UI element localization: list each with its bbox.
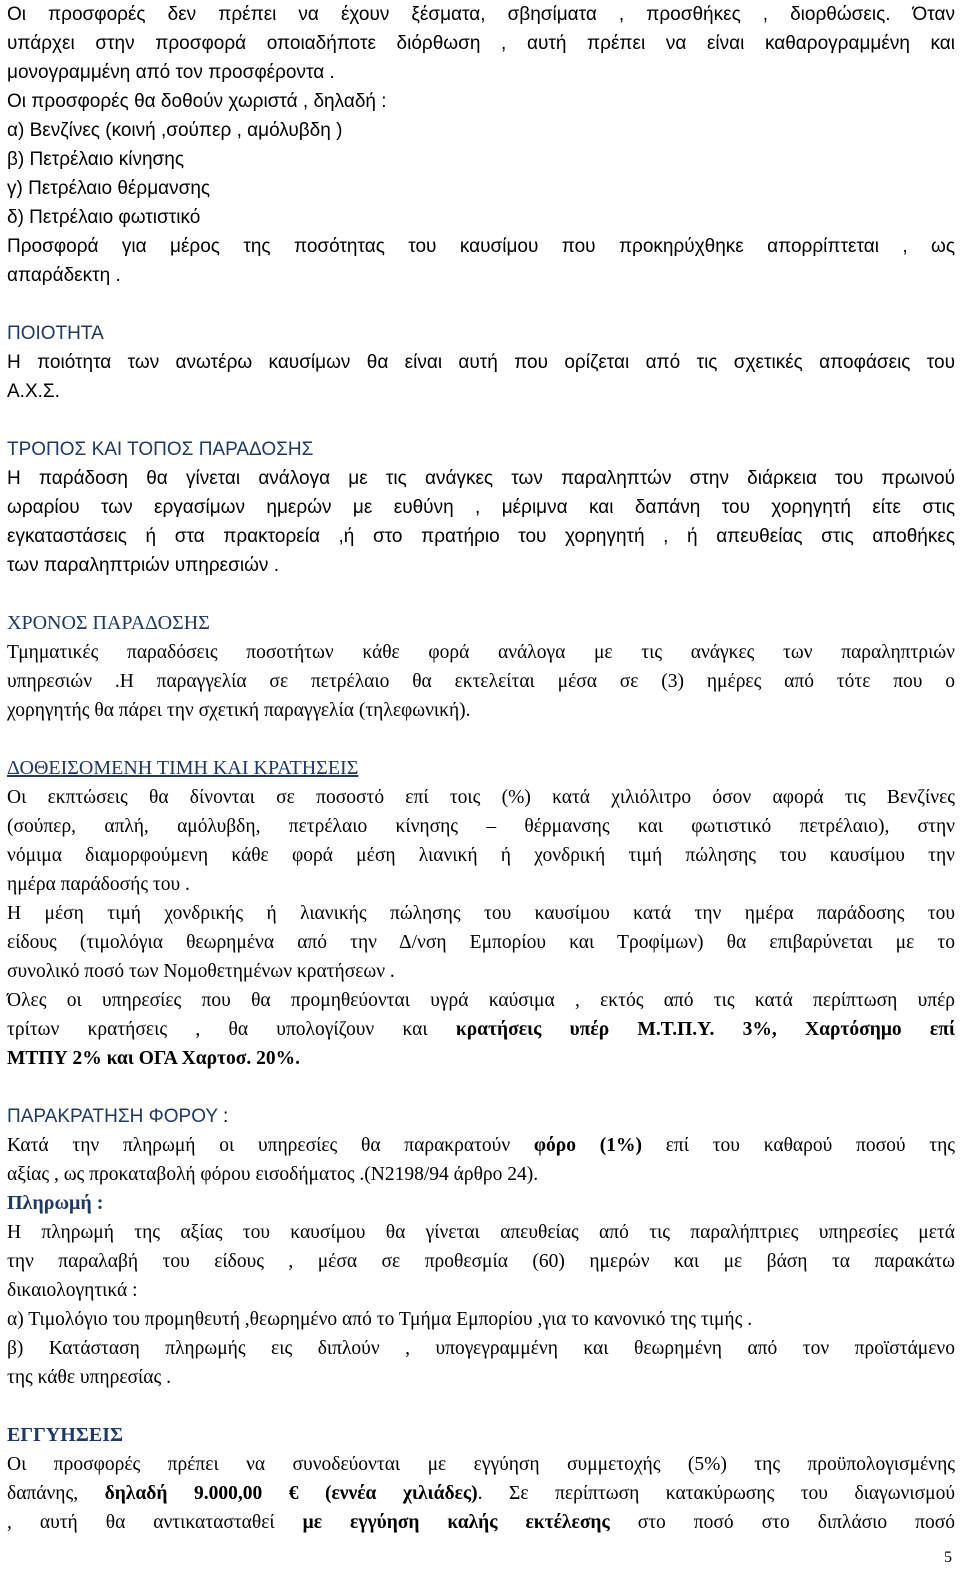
price-line-bold: κρατήσεις υπέρ Μ.Τ.Π.Υ. 3%, Χαρτόσημο επί	[455, 1019, 955, 1040]
delivery-time-line: Τμηματικές παραδόσεις ποσοτήτων κάθε φορά ανάλογα με τις ανάγκες των παραληπτριών	[7, 642, 955, 663]
guarantees-heading: ΕΓΓΥΗΣΕΙΣ	[7, 1424, 124, 1446]
intro-line: δ) Πετρέλαιο φωτιστικό	[7, 207, 201, 228]
payment-line: β) Κατάσταση πληρωμής εις διπλούν , υπογεγραμμένη και θεωρημένη από τον προϊστάμενο	[7, 1338, 955, 1359]
payment-line: την παραλαβή του είδους , μέσα σε προθεσμία (60) ημερών και με βάση τα παρακάτω	[7, 1251, 955, 1272]
document-page	[7, 0, 955, 1537]
price-line: (σούπερ, απλή, αμόλυβδη, πετρέλαιο κίνησης – θέρμανσης και φωτιστικό πετρέλαιο), στην	[7, 816, 955, 837]
delivery-method-line: Η παράδοση θα γίνεται ανάλογα με τις ανάγκες των παραληπτών στην διάρκεια του πρωινού	[7, 468, 955, 489]
delivery-method-section	[7, 435, 955, 580]
spacer	[7, 1392, 955, 1421]
delivery-time-section	[7, 609, 955, 725]
price-heading: ΔΟΘΕΙΣΟΜΕΝΗ ΤΙΜΗ ΚΑΙ ΚΡΑΤΗΣΕΙΣ	[7, 757, 359, 779]
tax-heading-row	[7, 1102, 955, 1131]
guarantees-line	[7, 1479, 955, 1508]
delivery-time-heading: ΧΡΟΝΟΣ ΠΑΡΑΔΟΣΗΣ	[7, 612, 210, 634]
intro-line: β) Πετρέλαιο κίνησης	[7, 149, 185, 170]
intro-line: μονογραμμένη από τον προσφέροντα .	[7, 62, 335, 83]
tax-heading: ΠΑΡΑΚΡΑΤΗΣΗ ΦΟΡΟΥ	[7, 1106, 218, 1127]
spacer	[7, 580, 955, 609]
quality-line: Η ποιότητα των ανωτέρω καυσίμων θα είναι αυτή που ορίζεται από τις σχετικές αποφάσεις του	[7, 352, 955, 373]
spacer	[7, 725, 955, 754]
payment-line: α) Τιμολόγιο του προμηθευτή ,θεωρημένο από το Τμήμα Εμπορίου ,για το κανονικό της τιμής .	[7, 1309, 753, 1330]
quality-section	[7, 319, 955, 406]
page-number: 5	[944, 1549, 952, 1566]
guarantees-line: Οι προσφορές πρέπει να συνοδεύονται με εγγύηση συμμετοχής (5%) της προϋπολογισμένης	[7, 1454, 955, 1475]
intro-line: απαράδεκτη .	[7, 265, 121, 286]
delivery-method-line: των παραληπτριών υπηρεσιών .	[7, 555, 279, 576]
intro-section	[7, 0, 955, 290]
intro-line: α) Βενζίνες (κοινή ,σούπερ , αμόλυβδη )	[7, 120, 343, 141]
delivery-method-heading: ΤΡΟΠΟΣ ΚΑΙ ΤΟΠΟΣ ΠΑΡΑΔΟΣΗΣ	[7, 439, 314, 460]
price-line: είδους (τιμολόγια θεωρημένα από την Δ/νση Εμπορίου και Τροφίμων) θα επιβαρύνεται με το	[7, 932, 955, 953]
guarantees-line-text: , αυτή θα αντικατασταθεί	[7, 1512, 303, 1533]
intro-line: Προσφορά για μέρος της ποσότητας του καυσίμου που προκηρύχθηκε απορρίπτεται , ως	[7, 236, 955, 257]
intro-line: Οι προσφορές θα δοθούν χωριστά , δηλαδή :	[7, 91, 387, 112]
delivery-method-line: ωραρίου των εργασίμων ημερών με ευθύνη , μέριμνα και δαπάνη του χορηγητή είτε στις	[7, 497, 955, 518]
guarantees-section	[7, 1421, 955, 1537]
quality-heading: ΠΟΙΟΤΗΤΑ	[7, 323, 104, 344]
price-line-bold-row: ΜΤΠΥ 2% και ΟΓΑ Χαρτοσ. 20%.	[7, 1048, 300, 1069]
tax-line-text: Κατά την πληρωμή οι υπηρεσίες θα παρακρατούν	[7, 1135, 534, 1156]
delivery-method-line: εγκαταστάσεις ή στα πρακτορεία ,ή στο πρατήριο του χορηγητή , ή απευθείας στις αποθήκες	[7, 526, 955, 547]
tax-line: αξίας , ως προκαταβολή φόρου εισοδήματος .(Ν2198/94 άρθρο 24).	[7, 1164, 539, 1185]
guarantees-line-text: στο ποσό στο διπλάσιο ποσό	[609, 1512, 955, 1533]
tax-line-bold: φόρο (1%)	[533, 1135, 642, 1156]
price-section	[7, 754, 955, 1073]
payment-line: της κάθε υπηρεσίας .	[7, 1367, 171, 1388]
guarantees-line-text: δαπάνης,	[7, 1483, 105, 1504]
delivery-time-line: υπηρεσιών .Η παραγγελία σε πετρέλαιο θα εκτελείται μέσα σε (3) ημέρες από τότε που ο	[7, 671, 955, 692]
tax-heading-suffix: :	[217, 1106, 229, 1127]
price-line: Όλες οι υπηρεσίες που θα προμηθεύονται υγρά καύσιμα , εκτός από τις κατά περίπτωση υπέρ	[7, 990, 955, 1011]
spacer	[7, 290, 955, 319]
tax-line	[7, 1131, 955, 1160]
intro-line: γ) Πετρέλαιο θέρμανσης	[7, 178, 211, 199]
guarantees-line-bold: δηλαδή 9.000,00 € (εννέα χιλιάδες)	[104, 1483, 478, 1504]
intro-line: Οι προσφορές δεν πρέπει να έχουν ξέσματα, σβησίματα , προσθήκες , διορθώσεις. Όταν	[7, 4, 955, 25]
payment-heading: Πληρωμή :	[7, 1192, 104, 1214]
tax-line-text: επί του καθαρού ποσού της	[641, 1135, 956, 1156]
tax-section	[7, 1102, 955, 1189]
price-line: Η μέση τιμή χονδρικής ή λιανικής πώλησης του καυσίμου κατά την ημέρα παράδοσης του	[7, 903, 955, 924]
spacer	[7, 406, 955, 435]
payment-line: δικαιολογητικά :	[7, 1280, 138, 1301]
payment-line: Η πληρωμή της αξίας του καυσίμου θα γίνεται απευθείας από τις παραλήπτριες υπηρεσίες μετά	[7, 1222, 955, 1243]
price-line: συνολικό ποσό των Νομοθετημένων κρατήσεων .	[7, 961, 395, 982]
guarantees-line	[7, 1508, 955, 1537]
intro-line: υπάρχει στην προσφορά οποιαδήποτε διόρθωση , αυτή πρέπει να είναι καθαρογραμμένη και	[7, 33, 955, 54]
price-line: ημέρα παράδοσής του .	[7, 874, 190, 895]
guarantees-line-bold: με εγγύηση καλής εκτέλεσης	[302, 1512, 610, 1533]
delivery-time-line: χορηγητής θα πάρει την σχετική παραγγελία (τηλεφωνική).	[7, 700, 471, 721]
spacer	[7, 1073, 955, 1102]
guarantees-line-text: . Σε περίπτωση κατακύρωσης του διαγωνισμού	[477, 1483, 955, 1504]
price-line-withholding	[7, 1015, 955, 1044]
price-line: νόμιμα διαμορφούμενη κάθε φορά μέση λιανική ή χονδρική τιμή πώλησης του καυσίμου την	[7, 845, 955, 866]
price-line: Οι εκπτώσεις θα δίνονται σε ποσοστό επί τοις (%) κατά χιλιόλιτρο όσον αφορά τις Βενζίνες	[7, 787, 955, 808]
price-line-text: τρίτων κρατήσεις , θα υπολογίζουν και	[7, 1019, 456, 1040]
quality-line: Α.Χ.Σ.	[7, 381, 60, 402]
payment-section	[7, 1189, 955, 1392]
